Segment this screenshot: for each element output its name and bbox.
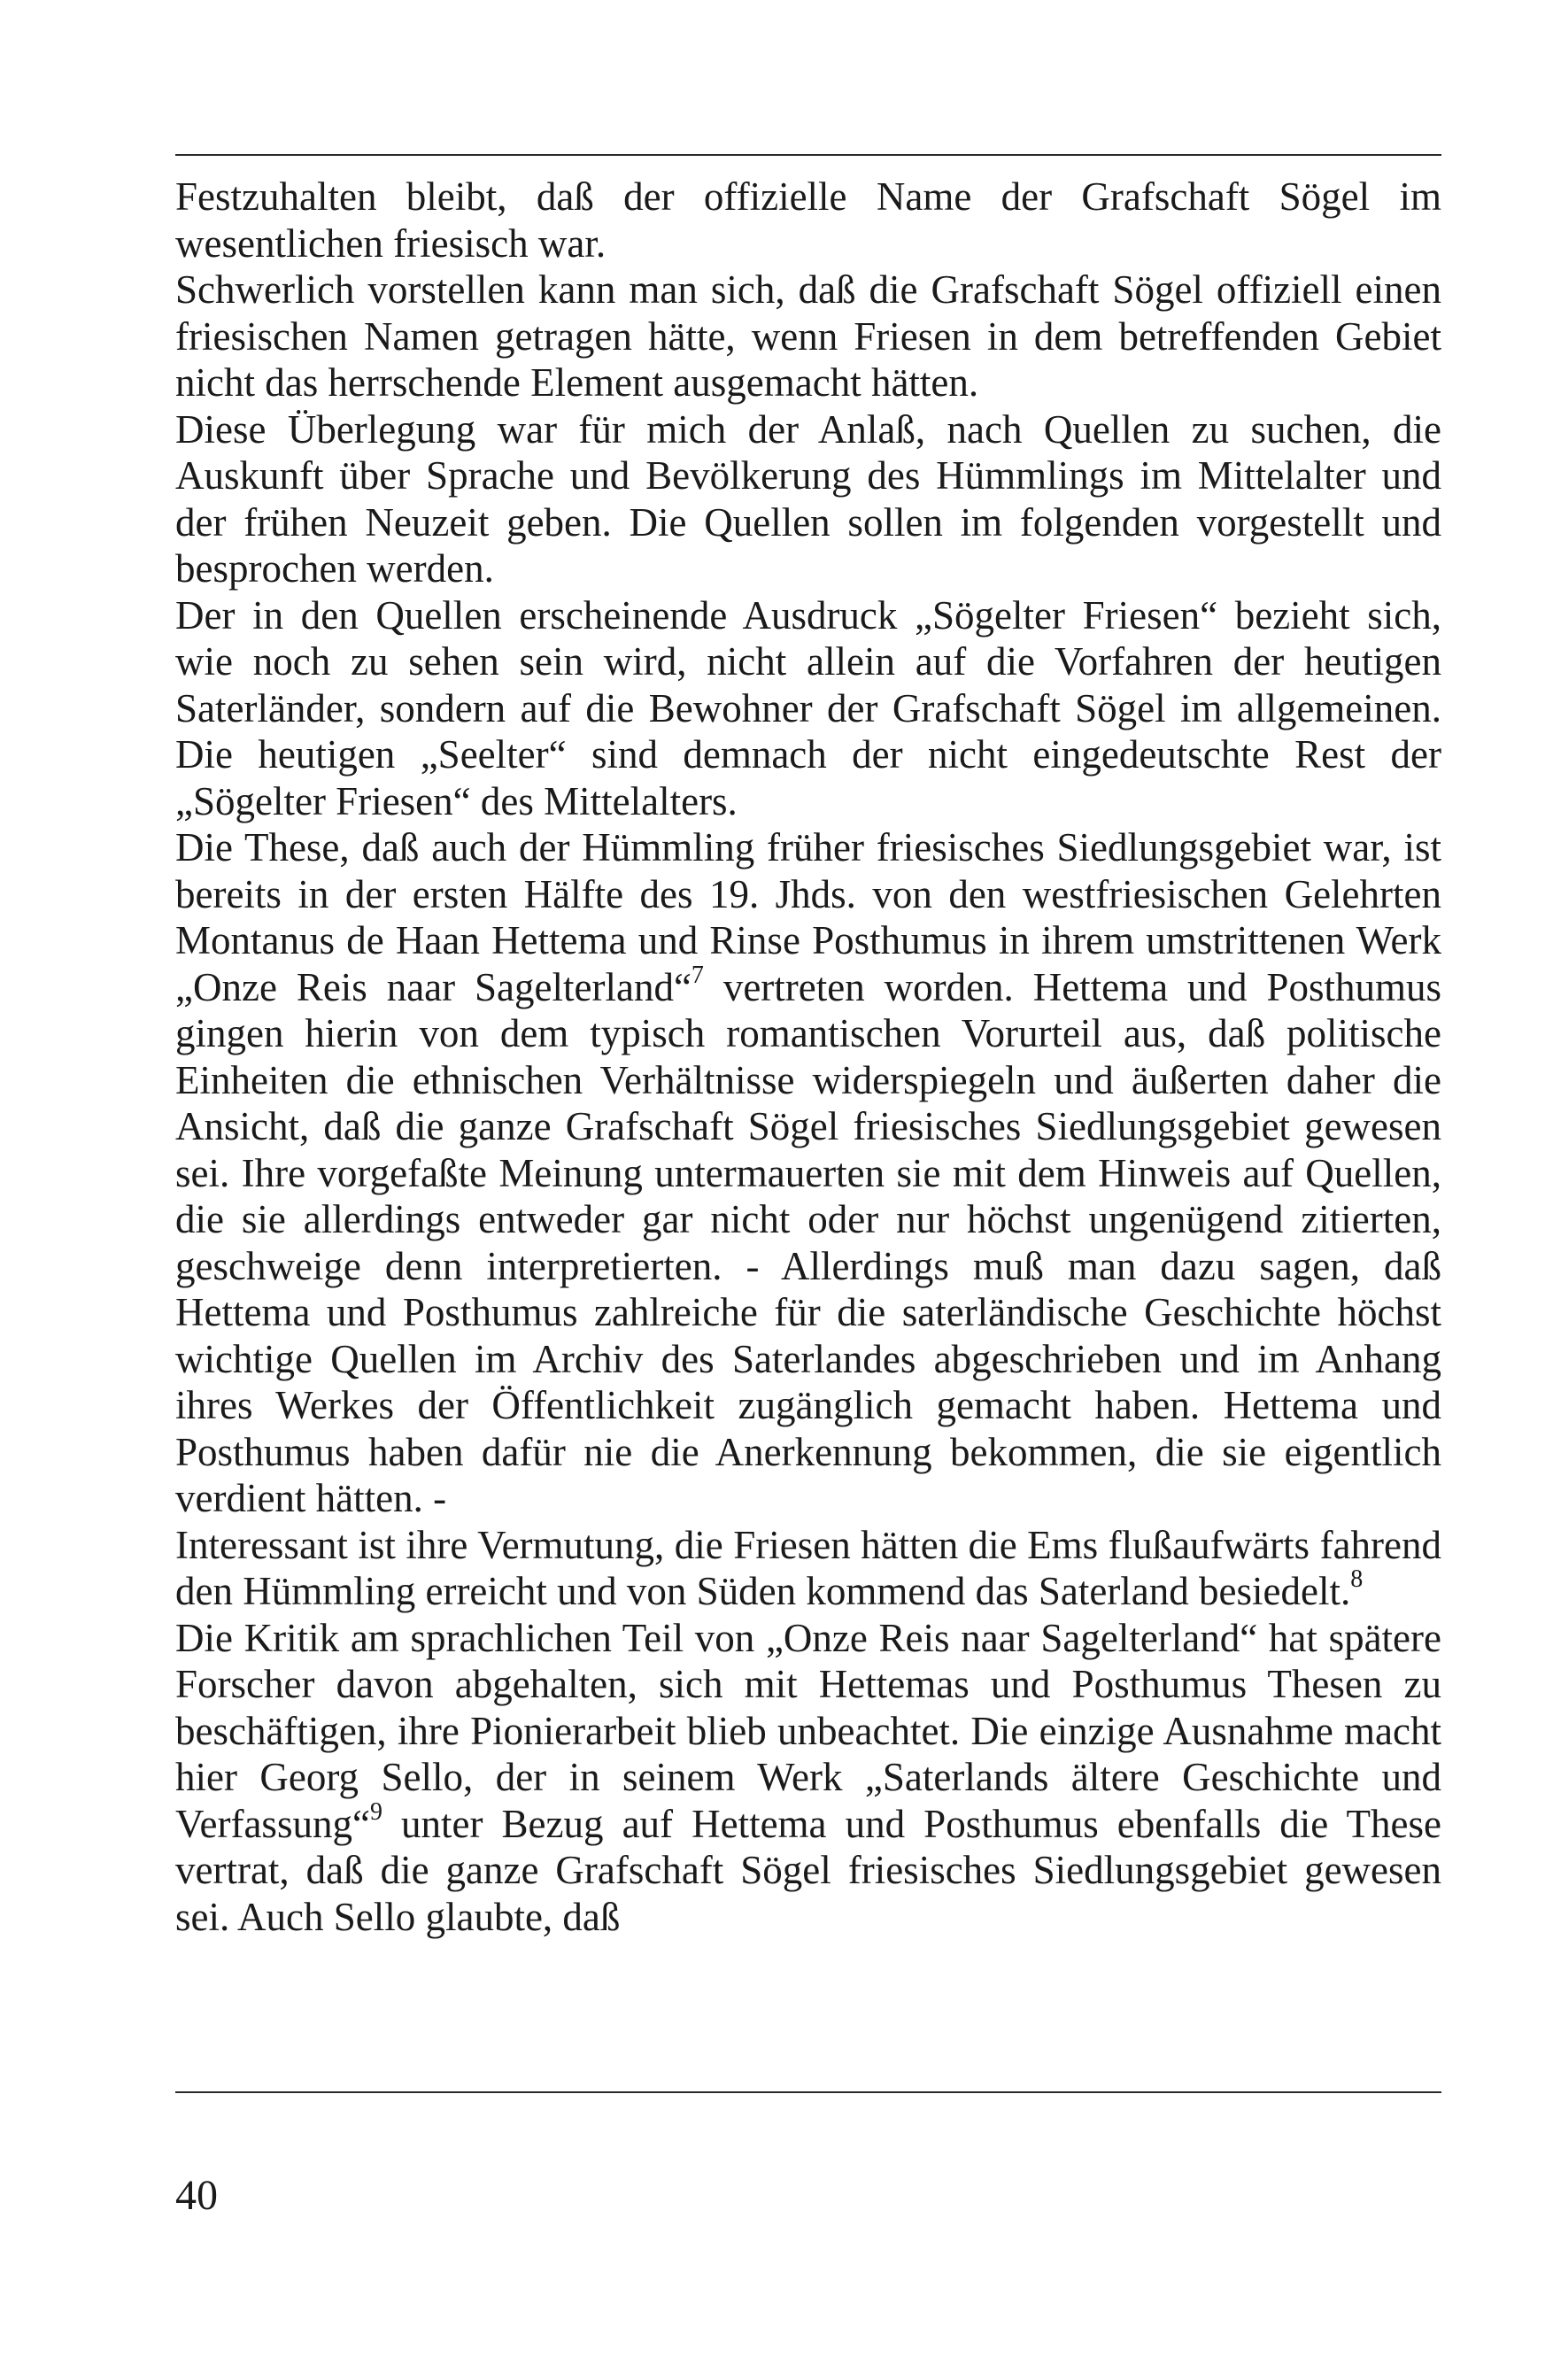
footnote-marker[interactable]: 9: [369, 1797, 382, 1826]
paragraph: Der in den Quellen erscheinende Ausdruck „Sögelter Friesen“ bezieht sich, wie noch zu sehen sein wird, nicht allein auf die Vorfahren der heutigen Saterländer, sondern auf die Bewohner der Grafschaft Sögel im allgemeinen. Die heutigen „Seelter“ sind demnach der nicht eingedeutschte Rest der „Sögelter Friesen“ des Mittelalters.: [175, 592, 1441, 823]
paragraph: Die Kritik am sprachlichen Teil von „Onze Reis naar Sagelterland“ hat spätere Forscher davon abgehalten, sich mit Hettemas und Posthumus Thesen zu beschäftigen, ihre Pionierarbeit blieb unbeachtet. Die einzige Ausnahme macht hier Georg Sello, der in seinem Werk „Saterlands ältere Geschichte und Verfassung“$^9$ unter Bezug auf Hettema und Posthumus ebenfalls die These vertrat, daß die ganze Grafschaft Sögel friesisches Siedlungsgebiet gewesen sei. Auch Sello glaubte, daß: [175, 1615, 1441, 1939]
page-number: 40: [175, 2172, 218, 2219]
header-rule: [175, 154, 1441, 156]
body-text: [175, 174, 1441, 1940]
footnote-marker[interactable]: 8: [1350, 1565, 1364, 1593]
paragraph: Festzuhalten bleibt, daß der offizielle Name der Grafschaft Sögel im wesentlichen friesisch war.: [175, 174, 1441, 266]
paragraph: Interessant ist ihre Vermutung, die Friesen hätten die Ems flußaufwärts fahrend den Hümmling erreicht und von Süden kommend das Saterland besiedelt.$^8$: [175, 1522, 1441, 1613]
footnote-marker[interactable]: 7: [691, 961, 704, 989]
paragraph: Schwerlich vorstellen kann man sich, daß die Grafschaft Sögel offiziell einen friesischen Namen getragen hätte, wenn Friesen in dem betreffenden Gebiet nicht das herrschende Element ausgemacht hätten.: [175, 267, 1441, 405]
footer-rule: [175, 2091, 1441, 2093]
paragraph: Diese Überlegung war für mich der Anlaß, nach Quellen zu suchen, die Auskunft über Sprache und Bevölkerung des Hümmlings im Mittelalter und der frühen Neuzeit geben. Die Quellen sollen im folgenden vorgestellt und besprochen werden.: [175, 406, 1441, 591]
paragraph: Die These, daß auch der Hümmling früher friesisches Siedlungsgebiet war, ist bereits in der ersten Hälfte des 19. Jhds. von den westfriesischen Gelehrten Montanus de Haan Hettema und Rinse Posthumus in ihrem umstrittenen Werk „Onze Reis naar Sagelterland“$^7$ vertreten worden. Hettema und Posthumus gingen hierin von dem typisch romantischen Vorurteil aus, daß politische Einheiten die ethnischen Verhältnisse widerspiegeln und äußerten daher die Ansicht, daß die ganze Grafschaft Sögel friesisches Siedlungsgebiet gewesen sei. Ihre vorgefaßte Meinung untermauerten sie mit dem Hinweis auf Quellen, die sie allerdings entweder gar nicht oder nur höchst ungenügend zitierten, geschweige denn interpretierten. - Allerdings muß man dazu sagen, daß Hettema und Posthumus zahlreiche für die saterländische Geschichte höchst wichtige Quellen im Archiv des Saterlandes abgeschrieben und im Anhang ihres Werkes der Öffentlichkeit zugänglich gemacht haben. Hettema und Posthumus haben dafür nie die Anerkennung bekommen, die sie eigentlich verdient hätten. -: [175, 825, 1441, 1520]
